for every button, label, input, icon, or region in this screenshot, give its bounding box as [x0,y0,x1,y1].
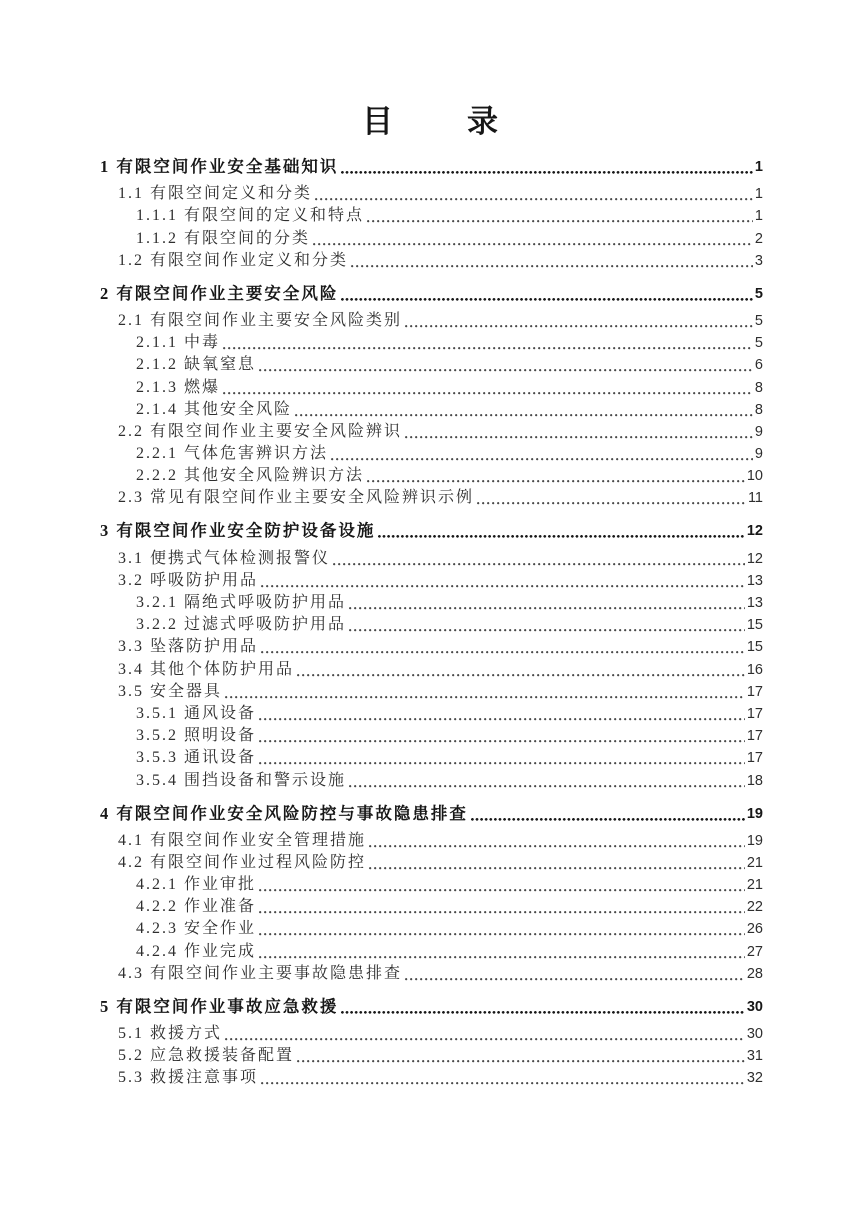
toc-entry-page-number: 28 [746,965,763,982]
toc-entry-page-number: 13 [746,595,763,611]
toc-entry-label: 4.3 有限空间作业主要事故隐患排查 [118,964,403,982]
dotted-leader [261,580,745,588]
dotted-leader [259,735,745,743]
toc-entry[interactable] [100,309,763,331]
dotted-leader [333,558,745,566]
toc-entry[interactable] [100,375,763,397]
dotted-leader [331,453,753,461]
dotted-leader [369,862,745,870]
dotted-leader [378,530,744,538]
dotted-leader [259,928,745,936]
toc-entry-page-number: 15 [746,617,763,634]
toc-entry-page-number: 1 [754,186,763,203]
dotted-leader [259,757,745,765]
page-title: 目 录 [362,104,502,139]
toc-entry-page-number: 6 [754,357,763,374]
toc-entry[interactable] [100,851,763,873]
toc-entry-label: 5 有限空间作业事故应急救援 [100,996,339,1016]
toc-entry-label: 4.2.3 安全作业 [136,920,257,938]
toc-entry-label: 4.2.4 作业完成 [136,942,257,960]
dotted-leader [261,1077,745,1085]
toc-entry-label: 1.1.1 有限空间的定义和特点 [136,207,365,225]
toc-entry-page-number: 26 [746,921,763,938]
dotted-leader [259,364,753,372]
toc-entry-label: 3 有限空间作业安全防护设备设施 [100,521,376,541]
toc-entry-page-number: 3 [754,252,763,269]
toc-entry-label: 3.1 便携式气体检测报警仪 [118,549,331,567]
toc-entry-page-number: 9 [754,423,763,440]
toc-entry[interactable] [100,182,763,204]
dotted-leader [259,713,745,721]
toc-entry-page-number: 15 [746,639,763,656]
toc-entry-label: 5.2 应急救援装备配置 [118,1047,295,1065]
toc-entry-page-number: 2 [754,230,763,247]
toc-entry[interactable] [100,464,763,486]
toc-entry[interactable] [100,993,763,1017]
dotted-leader [313,238,753,246]
toc-entry[interactable] [100,635,763,657]
toc-entry[interactable] [100,895,763,917]
toc-entry[interactable] [100,702,763,724]
toc-entry-page-number: 10 [746,468,763,485]
dotted-leader [349,602,745,610]
dotted-leader [351,260,753,268]
toc-entry-label: 4.2.1 作业审批 [136,876,257,894]
dotted-leader [369,840,745,848]
toc-entry[interactable] [100,746,763,768]
toc-entry-page-number: 16 [746,661,763,678]
dotted-leader [367,215,753,223]
toc-entry-page-number: 11 [747,490,763,507]
toc-entry[interactable] [100,353,763,375]
toc-entry[interactable] [100,917,763,939]
toc-entry[interactable] [100,153,763,177]
dotted-leader [315,193,753,201]
toc-entry[interactable] [100,204,763,226]
toc-entry[interactable] [100,398,763,420]
dotted-leader [405,973,745,981]
toc-entry-label: 2.1.4 其他安全风险 [136,400,293,418]
toc-entry[interactable] [100,280,763,304]
toc-entry[interactable] [100,962,763,984]
toc-entry-page-number: 19 [746,832,763,849]
toc-entry-label: 2.1.3 燃爆 [136,378,221,396]
toc-entry-page-number: 1 [754,208,763,225]
toc-entry[interactable] [100,420,763,442]
toc-list [100,153,763,1088]
toc-entry-label: 2.2 有限空间作业主要安全风险辨识 [118,422,403,440]
toc-entry-label: 4.2.2 作业准备 [136,898,257,916]
toc-entry-label: 2.1 有限空间作业主要安全风险类别 [118,311,403,329]
toc-entry-page-number: 5 [754,312,763,329]
dotted-leader [349,780,745,788]
toc-entry-page-number: 9 [754,446,763,463]
toc-entry[interactable] [100,226,763,248]
toc-entry-label: 2 有限空间作业主要安全风险 [100,283,339,303]
dotted-leader [341,293,753,301]
toc-entry-label: 4.1 有限空间作业安全管理措施 [118,831,367,849]
toc-entry-label: 3.5.1 通风设备 [136,704,257,722]
toc-entry-page-number: 1 [754,159,763,175]
toc-entry-page-number: 19 [746,805,763,822]
toc-entry-label: 1 有限空间作业安全基础知识 [100,157,339,176]
dotted-leader [259,906,745,914]
toc-entry-label: 3.5 安全器具 [118,682,223,700]
dotted-leader [223,342,753,350]
toc-entry-page-number: 22 [746,899,763,916]
dotted-leader [341,1006,744,1014]
toc-entry[interactable] [100,680,763,702]
toc-entry[interactable] [100,829,763,851]
toc-entry-page-number: 27 [746,943,763,960]
toc-entry-page-number: 31 [746,1048,763,1065]
toc-entry[interactable] [100,486,763,508]
toc-entry-label: 1.1 有限空间定义和分类 [118,185,313,203]
toc-entry-page-number: 30 [746,998,763,1015]
toc-entry-page-number: 8 [754,401,763,418]
toc-entry[interactable] [100,517,763,541]
toc-entry-label: 2.2.2 其他安全风险辨识方法 [136,467,365,485]
toc-entry-label: 1.2 有限空间作业定义和分类 [118,251,349,269]
dotted-leader [471,813,745,821]
toc-entry-page-number: 17 [746,705,763,722]
toc-entry-label: 3.2 呼吸防护用品 [118,571,259,589]
dotted-leader [405,431,753,439]
dotted-leader [297,669,745,677]
toc-entry[interactable] [100,546,763,568]
toc-entry-label: 2.2.1 气体危害辨识方法 [136,445,329,463]
toc-entry[interactable] [100,442,763,464]
toc-entry-label: 4.2 有限空间作业过程风险防控 [118,853,367,871]
toc-entry[interactable] [100,1066,763,1088]
toc-entry[interactable] [100,724,763,746]
dotted-leader [259,884,745,892]
dotted-leader [223,387,753,395]
toc-entry-page-number: 32 [746,1070,763,1087]
toc-entry-label: 1.1.2 有限空间的分类 [136,229,311,247]
toc-entry-page-number: 21 [746,854,763,871]
toc-entry-label: 5.1 救援方式 [118,1025,223,1042]
toc-entry-label: 3.5.2 照明设备 [136,727,257,745]
toc-entry[interactable] [100,800,763,824]
toc-entry-label: 2.1.1 中毒 [136,334,221,352]
toc-entry[interactable] [100,249,763,271]
toc-entry-page-number: 5 [754,285,763,302]
toc-entry[interactable] [100,569,763,591]
toc-entry[interactable] [100,1044,763,1066]
toc-entry[interactable] [100,331,763,353]
dotted-leader [297,1055,745,1063]
toc-entry-label: 3.5.3 通讯设备 [136,749,257,767]
toc-entry-page-number: 17 [746,683,763,700]
toc-entry[interactable] [100,613,763,635]
toc-entry-page-number: 12 [746,550,763,567]
toc-entry-label: 3.3 坠落防护用品 [118,638,259,656]
toc-entry-label: 4 有限空间作业安全风险防控与事故隐患排查 [100,803,468,823]
toc-entry[interactable] [100,768,763,790]
toc-entry-label: 3.2.1 隔绝式呼吸防护用品 [136,594,347,611]
dotted-leader [405,320,753,328]
toc-entry[interactable] [100,657,763,679]
dotted-leader [341,166,753,174]
dotted-leader [295,409,753,417]
toc-entry-label: 3.4 其他个体防护用品 [118,660,295,678]
dotted-leader [477,497,746,505]
toc-entry-page-number: 17 [746,750,763,767]
toc-entry-label: 2.1.2 缺氧窒息 [136,356,257,374]
toc-entry[interactable] [100,939,763,961]
toc-entry[interactable] [100,591,763,613]
dotted-leader [225,1033,745,1041]
toc-entry-page-number: 30 [746,1026,763,1042]
toc-entry-page-number: 5 [754,335,763,352]
dotted-leader [261,646,745,654]
toc-entry-label: 3.5.4 围挡设备和警示设施 [136,771,347,789]
dotted-leader [367,475,745,483]
toc-entry-page-number: 21 [746,877,763,894]
toc-entry[interactable] [100,873,763,895]
toc-entry-page-number: 12 [746,523,763,540]
toc-entry[interactable] [100,1022,763,1044]
dotted-leader [225,691,745,699]
dotted-leader [259,951,745,959]
toc-entry-page-number: 18 [746,772,763,789]
dotted-leader [349,624,745,632]
toc-entry-label: 3.2.2 过滤式呼吸防护用品 [136,616,347,634]
toc-entry-page-number: 13 [746,572,763,589]
toc-entry-label: 5.3 救援注意事项 [118,1069,259,1087]
toc-entry-page-number: 17 [746,728,763,745]
toc-entry-label: 2.3 常见有限空间作业主要安全风险辨识示例 [118,489,475,507]
toc-entry-page-number: 8 [754,379,763,396]
